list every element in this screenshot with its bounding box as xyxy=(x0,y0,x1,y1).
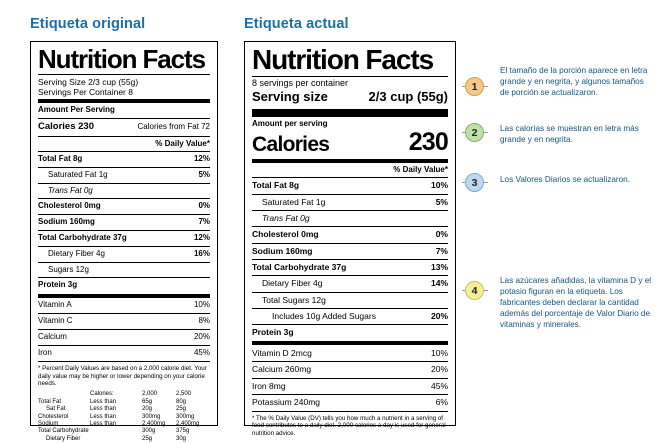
page-title-actual: Etiqueta actual xyxy=(244,16,349,32)
nutrient-row xyxy=(252,245,448,257)
nutrient-dv: 12% xyxy=(193,153,210,163)
callout-bullet-1: 1 xyxy=(465,77,484,96)
nutrient-row xyxy=(38,232,210,244)
vitamin-name: Calcium 260mg xyxy=(252,364,312,375)
callout-bullet-3: 3 xyxy=(465,173,484,192)
footnote-cell: 65g xyxy=(142,398,153,405)
footnote-cell xyxy=(90,428,142,435)
footnote-cell: Less than xyxy=(90,406,117,413)
vitamin-row xyxy=(38,315,210,327)
footnote-table-row xyxy=(38,398,210,405)
vitamin-row xyxy=(38,347,210,359)
vitamin-row xyxy=(38,300,210,312)
vitamin-name: Vitamin A xyxy=(38,300,72,310)
nutrient-name: Total Fat 8g xyxy=(38,153,83,163)
vitamin-row xyxy=(38,331,210,343)
footnote-cell: Less than xyxy=(90,420,117,427)
nutrient-dv: 12% xyxy=(193,232,210,242)
footnote-cell: 80g xyxy=(176,398,187,405)
daily-value-header-original: % Daily Value* xyxy=(155,138,210,148)
nutrient-name: Total Carbohydrate 37g xyxy=(38,232,127,242)
nutrient-name: Protein 3g xyxy=(252,327,294,338)
nutrient-dv: 5% xyxy=(435,196,448,207)
nutrient-name: Protein 3g xyxy=(38,280,78,290)
nutrient-name: Sugars 12g xyxy=(48,264,89,274)
vitamin-dv: 10% xyxy=(193,300,210,310)
nutrient-dv: 20% xyxy=(430,311,448,322)
nutrient-name: Total Sugars 12g xyxy=(262,294,326,305)
vitamin-dv: 6% xyxy=(435,396,448,407)
nutrient-row xyxy=(252,327,448,339)
serving-size-original: Serving Size 2/3 cup (55g) xyxy=(38,76,139,87)
nutrient-name: Trans Fat 0g xyxy=(262,213,310,224)
footnote-table-header xyxy=(38,391,210,398)
footnote-cell: Dietary Fiber xyxy=(46,435,81,442)
footnote-cell: 2,400mg xyxy=(142,420,166,427)
vitamin-dv: 45% xyxy=(193,347,210,357)
serving-size-label-actual: Serving size xyxy=(252,89,328,105)
nutrient-name: Total Fat 8g xyxy=(252,180,300,191)
footnote-cell: 300mg xyxy=(142,413,161,420)
nutrient-name: Includes 10g Added Sugars xyxy=(272,311,376,322)
nutrient-row xyxy=(38,264,210,276)
nutrient-dv: 16% xyxy=(193,248,210,258)
vitamin-dv: 45% xyxy=(430,380,448,391)
nutrient-row xyxy=(252,180,448,192)
footnote-cell: Total Carbohydrate xyxy=(38,428,89,435)
nutrition-label-original xyxy=(30,41,218,442)
nutrient-row xyxy=(38,185,210,197)
callout-text-1: El tamaño de la porción aparece en letra grande y en negrita, y algunos tamaños de porción se actualizaron. xyxy=(500,66,648,97)
footnote-cell: Sat Fat xyxy=(46,406,66,413)
vitamin-row xyxy=(252,396,448,408)
amount-per-serving-original: Amount Per Serving xyxy=(38,105,115,115)
footnote-cell: 2,500 xyxy=(176,391,192,398)
nutrient-row xyxy=(38,153,210,165)
footnote-actual: * The % Daily Value (DV) tells you how much a nutrient in a serving of food contributes to a daily diet. 2,000 calories a day is used for general nutrition advice. xyxy=(252,414,446,438)
nutrient-row xyxy=(38,280,210,292)
callout-bullet-4: 4 xyxy=(465,281,484,300)
vitamin-row xyxy=(252,364,448,376)
page-title-original: Etiqueta original xyxy=(30,16,146,32)
nutrient-row xyxy=(252,229,448,241)
nutrient-dv: 10% xyxy=(430,180,448,191)
vitamin-dv: 10% xyxy=(430,347,448,358)
nutrient-name: Saturated Fat 1g xyxy=(262,196,326,207)
amount-per-serving-actual: Amount per serving xyxy=(252,118,328,128)
nutrient-row xyxy=(38,248,210,260)
nutrition-facts-title-original: Nutrition Facts xyxy=(38,44,205,74)
daily-value-header-actual: % Daily Value* xyxy=(393,165,448,175)
serving-size-row-actual xyxy=(252,89,448,106)
footnote-cell: 2,000 xyxy=(142,391,158,398)
footnote-table-original xyxy=(38,391,210,443)
callout-text-4: Las azúcares añadidas, la vitamina D y el potasio figuran en la etiqueta. Los fabricantes deben declarar la cantidad además del porcentaje de Valor Diario de vitaminas y minerales. xyxy=(500,276,652,329)
vitamin-row xyxy=(252,347,448,359)
footnote-cell: 20g xyxy=(142,406,153,413)
nutrition-label-actual xyxy=(244,41,456,438)
footnote-cell: 300g xyxy=(142,428,156,435)
vitamin-name: Potassium 240mg xyxy=(252,396,321,407)
calories-row-actual xyxy=(252,129,448,158)
nutrient-name: Saturated Fat 1g xyxy=(48,169,108,179)
calories-label-actual: Calories xyxy=(252,132,330,156)
footnote-table-row xyxy=(38,435,210,442)
nutrient-dv: 7% xyxy=(198,217,210,227)
footnote-cell xyxy=(90,435,142,442)
footnote-table-row xyxy=(38,421,210,428)
nutrient-row xyxy=(252,262,448,274)
nutrient-dv: 13% xyxy=(430,262,448,273)
nutrient-row xyxy=(38,169,210,181)
vitamin-name: Iron xyxy=(38,347,52,357)
nutrient-name: Trans Fat 0g xyxy=(48,185,93,195)
callout-bullet-2: 2 xyxy=(465,123,484,142)
calories-label-original: Calories 230 xyxy=(38,120,94,132)
footnote-cell: Less than xyxy=(90,398,117,405)
nutrient-row xyxy=(252,278,448,290)
servings-per-container-original: Servings Per Container 8 xyxy=(38,87,133,98)
footnote-cell: Sodium xyxy=(38,420,59,427)
nutrient-name: Total Carbohydrate 37g xyxy=(252,262,347,273)
nutrient-dv: 7% xyxy=(435,245,448,256)
footnote-cell: Calories: xyxy=(90,391,114,398)
footnote-table-row xyxy=(38,406,210,413)
footnote-cell: Cholesterol xyxy=(38,413,69,420)
footnote-table-row xyxy=(38,413,210,420)
footnote-cell: 25g xyxy=(176,406,187,413)
vitamin-name: Calcium xyxy=(38,331,67,341)
nutrient-dv: 0% xyxy=(198,201,210,211)
nutrient-name: Cholesterol 0mg xyxy=(252,229,319,240)
vitamin-name: Iron 8mg xyxy=(252,380,286,391)
footnote-table-row xyxy=(38,428,210,435)
footnote-cell: 375g xyxy=(176,428,190,435)
footnote-cell: 2,400mg xyxy=(176,420,200,427)
nutrient-row xyxy=(252,294,448,306)
nutrient-name: Dietary Fiber 4g xyxy=(48,248,105,258)
calories-from-fat-original: Calories from Fat 72 xyxy=(137,121,210,131)
calories-value-actual: 230 xyxy=(408,127,448,156)
nutrient-name: Cholesterol 0mg xyxy=(38,201,101,211)
vitamin-row xyxy=(252,380,448,392)
footnote-cell: 30g xyxy=(176,435,187,442)
footnote-cell: Total Fat xyxy=(38,398,62,405)
nutrient-row xyxy=(38,201,210,213)
nutrition-facts-title-actual: Nutrition Facts xyxy=(252,44,434,75)
callout-text-2: Las calorías se muestran en letra más grande y en negrita. xyxy=(500,124,639,144)
nutrient-name: Sodium 160mg xyxy=(38,217,95,227)
vitamin-dv: 20% xyxy=(193,331,210,341)
nutrient-name: Dietary Fiber 4g xyxy=(262,278,323,289)
vitamin-dv: 8% xyxy=(198,315,210,325)
footnote-cell: 25g xyxy=(142,435,153,442)
nutrient-row xyxy=(38,217,210,229)
vitamin-dv: 20% xyxy=(430,364,448,375)
vitamin-name: Vitamin D 2mcg xyxy=(252,347,312,358)
footnote-original: * Percent Daily Values are based on a 2,000 calorie diet. Your daily value may be higher or lower depending on your calorie needs. xyxy=(38,364,207,388)
serving-size-value-actual: 2/3 cup (55g) xyxy=(368,89,448,105)
nutrient-dv: 14% xyxy=(430,278,448,289)
callout-text-3: Los Valores Diarios se actualizaron. xyxy=(500,175,630,184)
nutrient-name: Sodium 160mg xyxy=(252,245,313,256)
calories-row-original xyxy=(38,120,210,133)
nutrient-dv: 5% xyxy=(198,169,210,179)
footnote-cell xyxy=(38,391,90,398)
footnote-cell: Less than xyxy=(90,413,117,420)
nutrient-row xyxy=(252,196,448,208)
servings-per-container-actual: 8 servings per container xyxy=(252,77,349,88)
footnote-cell: 300mg xyxy=(176,413,195,420)
vitamin-name: Vitamin C xyxy=(38,315,73,325)
nutrient-dv: 0% xyxy=(435,229,448,240)
nutrient-row xyxy=(252,311,448,323)
nutrient-row xyxy=(252,213,448,225)
